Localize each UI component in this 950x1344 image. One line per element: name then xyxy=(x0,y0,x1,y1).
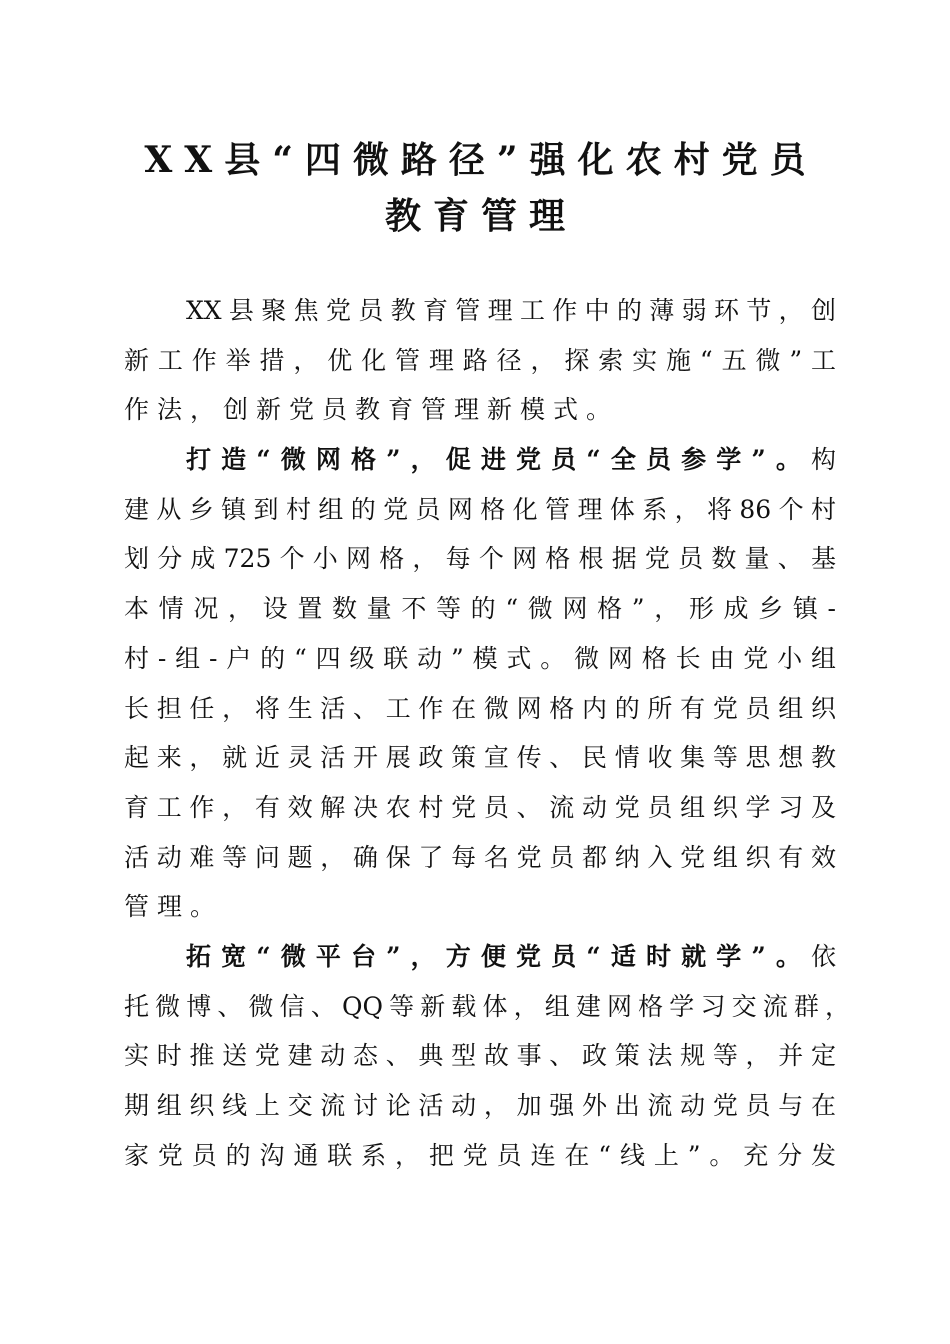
section1-line: 育工作，有效解决农村党员、流动党员组织学习及 xyxy=(124,792,836,822)
section2-first-line xyxy=(124,932,836,982)
section1-first-line xyxy=(124,435,836,485)
section1-line: 起来，就近灵活开展政策宣传、民情收集等思想教 xyxy=(124,743,836,773)
section2-line: 托微博、微信、QQ等新载体，组建网格学习交流群， xyxy=(124,991,850,1021)
section1-line: 建从乡镇到村组的党员网格化管理体系，将86个村 xyxy=(124,494,836,524)
section2-first-line-rest: 依 xyxy=(810,941,836,971)
title-line-2: 教育管理 xyxy=(384,195,577,237)
intro-line: 新工作举措，优化管理路径，探索实施“五微”工 xyxy=(124,345,836,375)
document-body xyxy=(124,286,850,1180)
section1-line: 管理。 xyxy=(124,892,224,922)
section2-line: 期组织线上交流讨论活动，加强外出流动党员与在 xyxy=(124,1091,836,1120)
section1-line: 长担任，将生活、工作在微网格内的所有党员组织 xyxy=(124,693,836,723)
section2-line: 家党员的沟通联系，把党员连在“线上”。充分发 xyxy=(124,1140,836,1170)
section1-line: 划分成725个小网格，每个网格根据党员数量、基 xyxy=(124,544,836,574)
section1-line: 活动难等问题，确保了每名党员都纳入党组织有效 xyxy=(124,842,836,872)
intro-line: 作法，创新党员教育管理新模式。 xyxy=(124,395,620,425)
document-title xyxy=(0,132,950,244)
section2-line: 实时推送党建动态、典型故事、政策法规等，并定 xyxy=(124,1041,836,1071)
section1-line: 本情况，设置数量不等的“微网格”，形成乡镇- xyxy=(124,594,836,624)
section1-heading: 打造“微网格”，促进党员“全员参学”。 xyxy=(186,445,811,475)
intro-line: XX县聚焦党员教育管理工作中的薄弱环节，创 xyxy=(186,296,836,325)
section2-heading: 拓宽“微平台”，方便党员“适时就学”。 xyxy=(186,941,811,971)
title-line-1: XX县“四微路径”强化农村党员 xyxy=(144,139,818,181)
section1-line: 村-组-户的“四级联动”模式。微网格长由党小组 xyxy=(124,643,836,673)
section1-first-line-rest: 构 xyxy=(810,445,836,475)
